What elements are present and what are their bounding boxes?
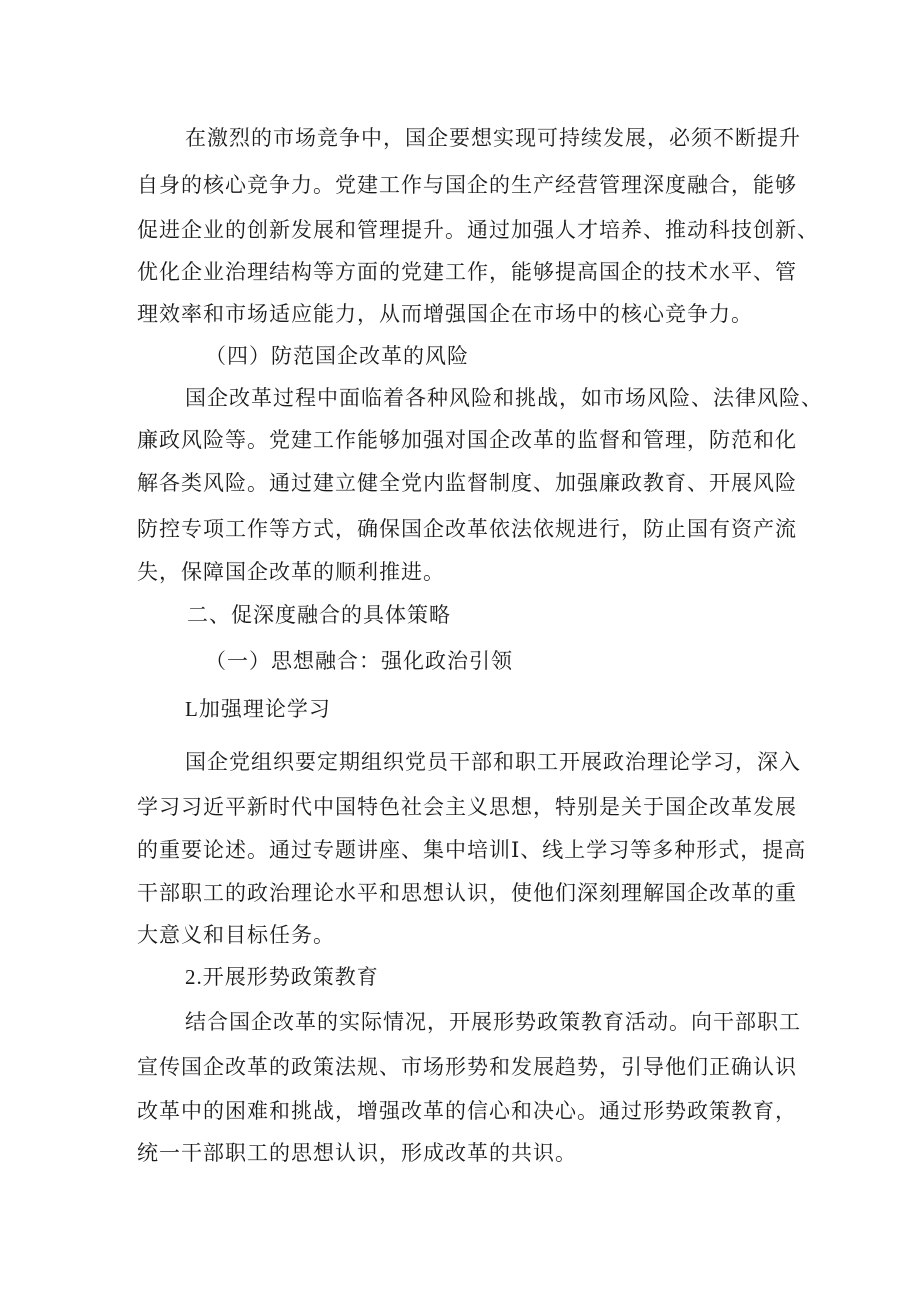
paragraph-line: 的重要论述。通过专题讲座、集中培训I、线上学习等多种形式，提高 xyxy=(137,838,807,862)
paragraph-line: 学习习近平新时代中国特色社会主义思想，特别是关于国企改革发展 xyxy=(137,795,797,819)
paragraph-line: 廉政风险等。党建工作能够加强对国企改革的监督和管理，防范和化 xyxy=(137,428,797,452)
paragraph-line: 自身的核心竞争力。党建工作与国企的生产经营管理深度融合，能够 xyxy=(137,173,797,197)
paragraph-line: 优化企业治理结构等方面的党建工作，能够提高国企的技术水平、管 xyxy=(137,260,797,284)
paragraph-line: 国企党组织要定期组织党员干部和职工开展政治理论学习，深入 xyxy=(185,750,801,774)
chapter-heading-2: 二、促深度融合的具体策略 xyxy=(187,603,451,627)
paragraph-line: 宣传国企改革的政策法规、市场形势和发展趋势，引导他们正确认识 xyxy=(137,1055,797,1079)
paragraph-line: 干部职工的政治理论水平和思想认识，使他们深刻理解国企改革的重 xyxy=(137,881,797,905)
section-heading-1: （一）思想融合：强化政治引领 xyxy=(205,649,513,673)
paragraph-line: 促进企业的创新发展和管理提升。通过加强人才培养、推动科技创新、 xyxy=(137,218,819,242)
paragraph-line: 失，保障国企改革的顺利推进。 xyxy=(137,560,445,584)
subheading-2: 2.开展形势政策教育 xyxy=(185,965,379,989)
section-heading-4: （四）防范国企改革的风险 xyxy=(205,344,469,368)
paragraph-line: 国企改革过程中面临着各种风险和挑战，如市场风险、法律风险、 xyxy=(185,386,823,410)
paragraph-line: 防控专项工作等方式，确保国企改革依法依规进行，防止国有资产流 xyxy=(137,517,797,541)
subheading-1: L加强理论学习 xyxy=(185,697,331,721)
paragraph-line: 在激烈的市场竞争中，国企要想实现可持续发展，必须不断提升 xyxy=(185,126,801,150)
paragraph-line: 统一干部职工的思想认识，形成改革的共识。 xyxy=(137,1141,577,1165)
paragraph-line: 大意义和目标任务。 xyxy=(137,923,335,947)
paragraph-line: 理效率和市场适应能力，从而增强国企在市场中的核心竞争力。 xyxy=(137,302,753,326)
paragraph-line: 结合国企改革的实际情况，开展形势政策教育活动。向干部职工 xyxy=(185,1010,801,1034)
paragraph-line: 改革中的困难和挑战，增强改革的信心和决心。通过形势政策教育， xyxy=(137,1099,797,1123)
paragraph-line: 解各类风险。通过建立健全党内监督制度、加强廉政教育、开展风险 xyxy=(137,471,797,495)
